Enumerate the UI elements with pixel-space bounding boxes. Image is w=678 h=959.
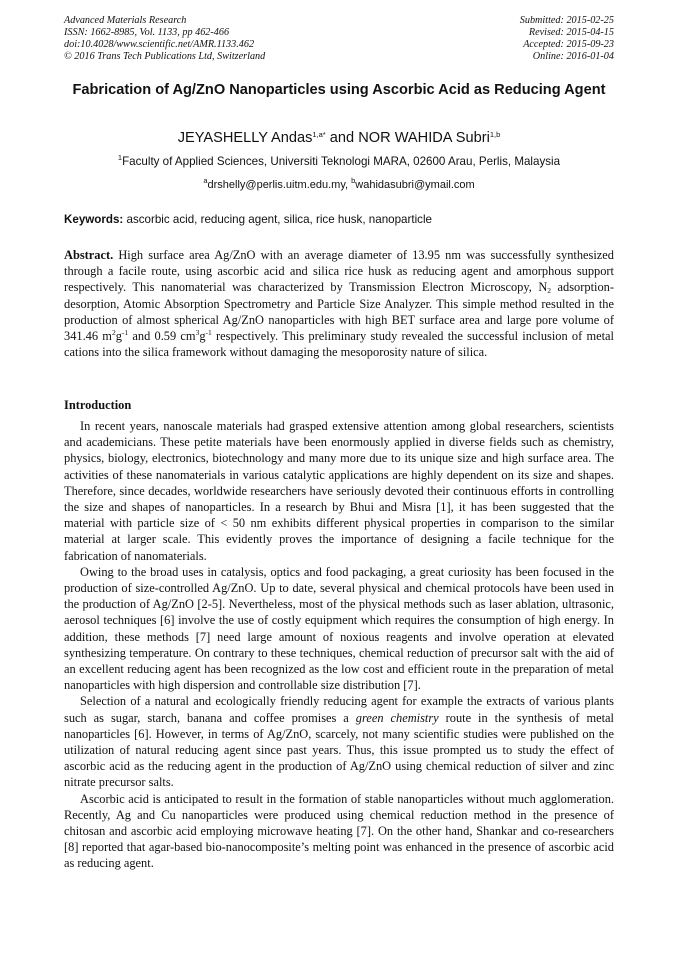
abstract-label: Abstract. [64,248,114,262]
author-1-affil: 1,a* [312,130,326,139]
introduction-heading: Introduction [64,398,132,412]
author-2-affil: 1,b [489,130,501,139]
email-a[interactable]: drshelly@perlis.uitm.edu.my, [207,179,352,191]
cm3-superscript: 3 [195,328,200,338]
intro-p3-emphasis: green chemistry [355,710,439,725]
intro-p3-part-b: route in the synthesis of metal nanoparticles [6]. However, in terms of Ag/ZnO, scarcely, not many scientific studies were published on the utilization of natural reducing agent since past years. Thus, this issue prompted us to study the effect of ascorbic acid as the reducing agent in the production of Ag/ZnO using chemical reduction of silver and zinc nitrate precursor salts. [64,710,614,790]
email-a-sup: a [203,176,208,185]
copyright: © 2016 Trans Tech Publications Ltd, Switzerland [64,51,266,63]
abstract-part-6: respectively. This preliminary study revealed the successful inclusion of metal cations into the silica framework without damaging the mesoporosity nature of silica. [64,329,614,360]
keywords-text: ascorbic acid, reducing agent, silica, rice husk, nanoparticle [123,213,432,226]
intro-paragraph-2: Owing to the broad uses in catalysis, optics and food packaging, a great curiosity has been focused in the production of size-controlled Ag/ZnO. Up to date, several physical and chemical protocols have been used in the production of Ag/ZnO [2-5]. Nevertheless, most of the physical methods such as laser ablation, ultrasonic, aerosol techniques [6] involve the use of costly equipment which requires the consumption of high energy. In addition, these methods [7] need large amount of noxious reagents and involve operation at elevated synthesizing temperature. On contrary to these techniques, chemical reduction of precursor salt with the aid of an excellent reducing agent has been recognized as the low cost and efficient route in the preparation of metal nanoparticles with high dispersion and controllable size distribution [7]. [64,564,614,693]
email-b[interactable]: wahidasubri@ymail.com [355,179,475,191]
introduction-body [64,418,614,872]
online-date: Online: 2016-01-04 [532,51,614,63]
intro-paragraph-3 [64,693,614,790]
intro-paragraph-1: In recent years, nanoscale materials had grasped extensive attention among global researchers, scientists and academicians. These petite materials have been enormously applied in diverse fields such as chemistry, physics, biology, electronics, biotechnology and many more due to its unique size and high surface area. The activities of these nanomaterials in various catalytic applications are highly dependent on its size and shapes. Therefore, since decades, worldwide researchers have seriously devoted their continuous efforts in controlling the size and shapes of nanoparticles. In a research by Bhui and Misra [1], it has been suggested that the material with particle size of < 50 nm exhibits different physical properties in comparison to the similar material at larger scale. This evidently proves the importance of designing a facile technique for the fabrication of nanomaterials. [64,419,614,563]
abstract-part-2: adsorption-desorption, Atomic Absorption Spectrometry and Particle Size Analyzer. This simple method resulted in the production of almost spherical Ag/ZnO nanoparticles with high BET surface area and large pore volume of 341.46 m [64,280,614,344]
m2-superscript: 2 [111,328,116,338]
author-and: and [325,130,359,146]
g-1-superscript: -1 [121,328,129,338]
paper-title: Fabrication of Ag/ZnO Nanoparticles using Ascorbic Acid as Reducing Agent [72,82,606,98]
journal-name: Advanced Materials Research [64,15,187,26]
intro-paragraph-4: Ascorbic acid is anticipated to result in the formation of stable nanoparticles without much agglomeration. Recently, Ag and Cu nanoparticles were produced using chemical reduction method in the presence of chitosan and ascorbic acid employing microwave heating [7]. On the other hand, Shankar and co-researchers [8] reported that agar-based bio-nanocomposite’s melting point was enhanced in the presence of ascorbic acid as reducing agent. [64,791,614,871]
issn: ISSN: 1662-8985, Vol. 1133, pp 462-466 [64,27,230,39]
author-2: NOR WAHIDA Subri [358,130,490,146]
abstract-part-3: g [115,329,122,344]
submitted-date: Submitted: 2015-02-25 [519,15,614,26]
accepted-date: Accepted: 2015-09-23 [523,39,614,51]
abstract-part-5: g [199,329,206,344]
keywords-label: Keywords: [64,213,124,226]
journal-header-left [64,15,265,63]
affiliation [64,155,614,169]
abstract-part-4: and 0.59 cm [128,329,196,344]
n2-subscript: 2 [547,286,552,296]
abstract [64,247,614,360]
doi[interactable]: doi:10.4028/www.scientific.net/AMR.1133.462 [64,39,255,51]
affiliation-text: Faculty of Applied Sciences, Universiti Teknologi MARA, 02600 Arau, Perlis, Malaysia [122,155,561,168]
email-b-sup: b [351,176,356,185]
revised-date: Revised: 2015-04-15 [528,27,614,39]
journal-header-right [520,15,614,63]
affiliation-sup: 1 [117,153,123,162]
author-line [64,129,614,147]
intro-p3-part-a: Selection of a natural and ecologically friendly reducing agent for example the extracts of various plants such as sugar, starch, banana and coffee promises a [64,694,614,725]
author-1: JEYASHELLY Andas [177,130,313,146]
abstract-part-1: High surface area Ag/ZnO with an average diameter of 13.95 nm was successfully synthesized through a facile route, using ascorbic acid and silica rice husk as reducing agent and amorphous support respectively. This nanomaterial was characterized by Transmission Electron Microscopy, N [64,248,614,295]
email-line [64,178,614,192]
keywords [64,213,614,227]
g-1-superscript-2: -1 [205,328,212,338]
